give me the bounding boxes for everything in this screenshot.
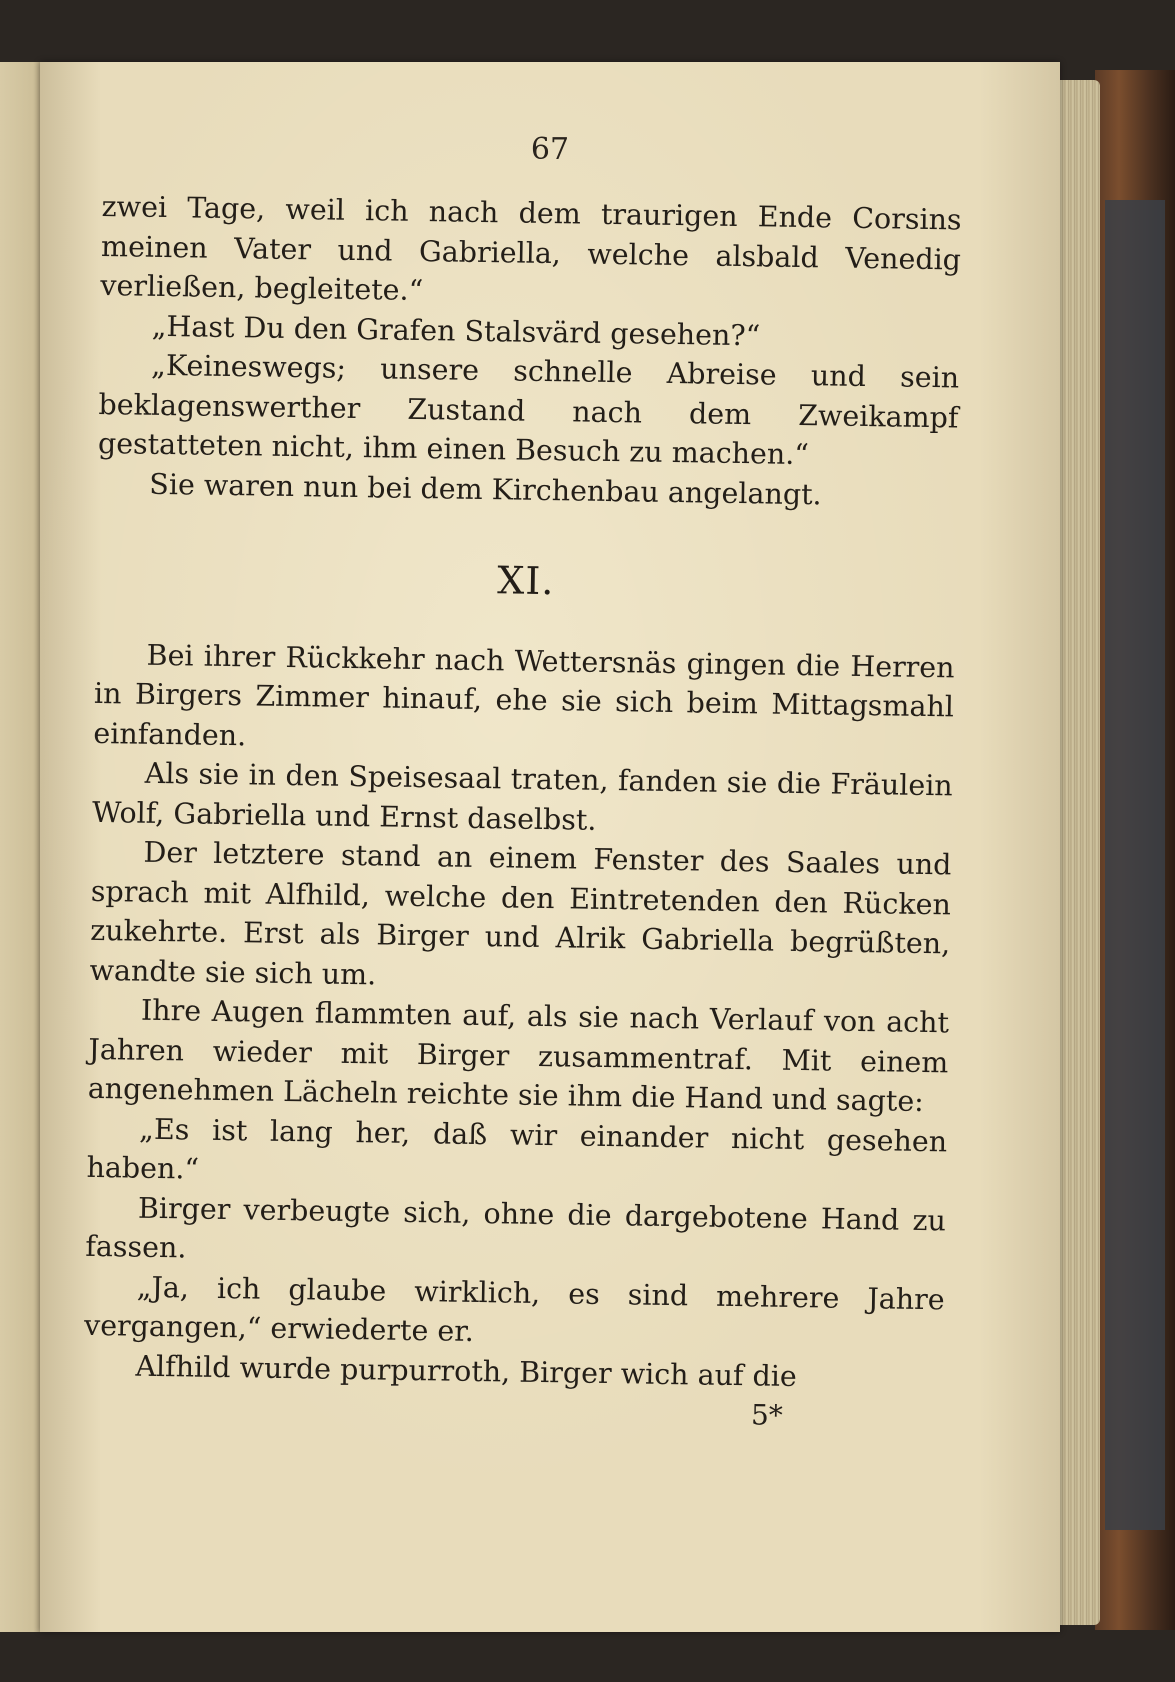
chapter-heading: XI.	[496, 558, 555, 604]
paragraph: Birger verbeugte sich, ohne die dargebotene Hand zu fassen.	[85, 1191, 947, 1265]
cover-cloth	[1105, 200, 1165, 1530]
paragraph: Der letztere stand an einem Fenster des Saales und sprach mit Alfhild, welche den Eintretenden den Rücken zukehrte. Erst als Birger und Alrik Gabriella begrüßten, wandte sie sich um.	[89, 835, 952, 991]
paragraph: „Ja, ich glaube wirklich, es sind mehrere Jahre vergangen,“ erwiederte er.	[83, 1270, 945, 1348]
paragraph: Als sie in den Speisesaal traten, fanden sie die Fräulein Wolf, Gabriella und Ernst daselbst.	[91, 756, 953, 837]
paragraph: „Hast Du den Grafen Stalsvärd gesehen?“	[151, 309, 761, 352]
page-text	[83, 187, 962, 1438]
paragraph: „Es ist lang her, daß wir einander nicht gesehen haben.“	[86, 1112, 948, 1186]
signature-mark: 5*	[750, 1398, 784, 1432]
paragraph: Bei ihrer Rückkehr nach Wettersnäs gingen die Herren in Birgers Zimmer hinauf, ehe sie sich beim Mittagsmahl einfanden.	[93, 638, 955, 752]
page-number: 67	[530, 132, 570, 167]
paragraph: Sie waren nun bei dem Kirchenbau angelangt.	[149, 467, 822, 511]
paragraph: Ihre Augen flammten auf, als sie nach Verlauf von acht Jahren wieder mit Birger zusammentraf. Mit einem angenehmen Lächeln reichte sie ihm die Hand und sagte:	[87, 993, 950, 1119]
book-page	[40, 62, 1060, 1632]
paragraph: „Keineswegs; unsere schnelle Abreise und sein beklagenswerther Zustand nach dem Zweikampf gestatteten nicht, ihm einen Besuch zu machen.“	[97, 348, 960, 472]
paragraph: Alfhild wurde purpurroth, Birger wich auf die	[135, 1349, 798, 1393]
paragraph: zwei Tage, weil ich nach dem traurigen Ende Corsins meinen Vater und Gabriella, welche alsbald Venedig verließen, begleitete.“	[100, 189, 962, 308]
